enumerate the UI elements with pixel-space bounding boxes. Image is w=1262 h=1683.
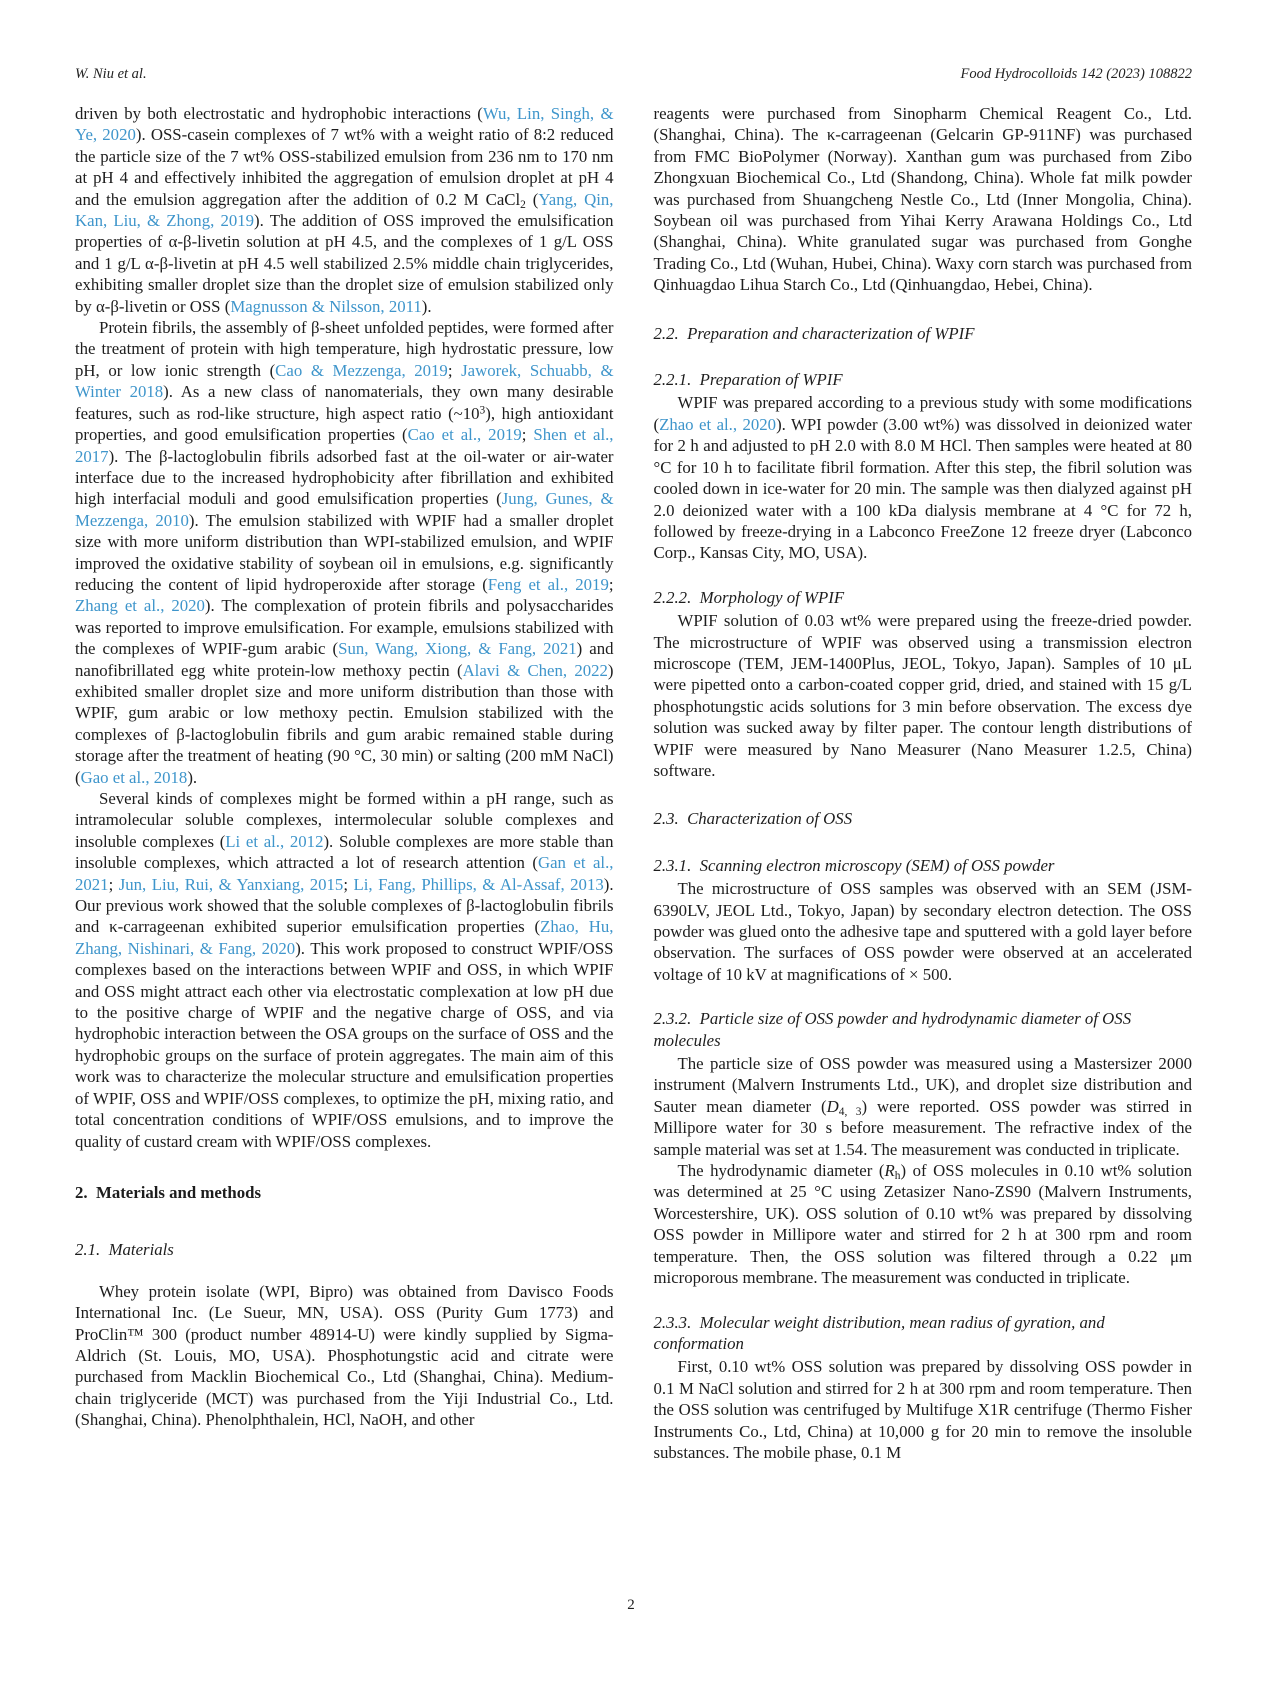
citation-link[interactable]: Feng et al., 2019 <box>487 574 609 594</box>
running-head <box>75 66 1192 83</box>
paragraph-particle-size <box>654 1053 1193 1160</box>
text-segment: driven by both electrostatic and hydrophobic interactions ( <box>75 104 483 123</box>
subsubsection-heading-sem-oss: 2.3.1. Scanning electron microscopy (SEM) of OSS powder <box>653 855 1055 875</box>
citation-link[interactable]: Li, Fang, Phillips, & Al-Assaf, 2013 <box>353 874 604 894</box>
text-segment: ). This work proposed to construct WPIF/OSS complexes based on the interactions between WPIF and OSS, in which WPIF and OSS might attract each other via electrostatic complexation at low pH due to the positive charge of WPIF and the negative charge of OSS, and via hydrophobic interaction between the OSA groups on the surface of OSS and the hydrophobic groups on the surface of protein aggregates. The main aim of this work was to characterize the molecular structure and emulsification properties of WPIF, OSS and WPIF/OSS complexes, to optimize the pH, mixing ratio, and total concentration conditions of WPIF/OSS emulsions, and to improve the quality of custard cream with WPIF/OSS complexes. <box>75 938 614 1151</box>
text-segment: ) and nanofibrillated egg white protein-low methoxy pectin ( <box>75 639 614 680</box>
subsection-heading-preparation-characterization-wpif: 2.2. Preparation and characterization of WPIF <box>653 323 975 343</box>
paragraph-sem-oss <box>654 878 1193 985</box>
text-segment: ) of OSS molecules in 0.10 wt% solution was determined at 25 °C using Zetasizer Nano-ZS90 (Malvern Instruments, Worcestershire, UK). OSS solution of 0.10 wt% was prepared by dissolving OSS powder in Millipore water and stirred for 2 h at 300 rpm and room temperature. Then, the OSS solution was filtered through a 0.22 μm microporous membrane. The measurement was conducted in triplicate. <box>653 1161 1192 1288</box>
text-segment: ). Soluble complexes are more stable than insoluble complexes, which attracted a lot of research attention ( <box>75 831 614 873</box>
paragraph-protein-fibrils <box>75 317 614 788</box>
citation-link[interactable]: Magnusson & Nilsson, 2011 <box>230 296 422 316</box>
text-segment: ; <box>343 874 354 894</box>
text-segment: ( <box>525 189 539 209</box>
subsubsection-heading-molecular-weight: 2.3.3. Molecular weight distribution, mean radius of gyration, and conformation <box>653 1312 1105 1353</box>
text-segment: ). The emulsion stabilized with WPIF had a smaller droplet size with more uniform distribution than WPI-stabilized emulsion, and WPIF improved the oxidative stability of soybean oil in emulsions, e.g. significantly reducing the content of lipid hydroperoxide after storage ( <box>75 510 614 594</box>
text-segment: First, 0.10 wt% OSS solution was prepared by dissolving OSS powder in 0.1 M NaCl solution and stirred for 2 h at 300 rpm and room temperature. Then the OSS solution was centrifuged by Multifuge X1R centrifuge (Thermo Fisher Instruments Co., Ltd, China) at 10,000 g for 20 min to remove the insoluble substances. The mobile phase, 0.1 M <box>653 1357 1192 1462</box>
citation-link[interactable]: Jun, Liu, Rui, & Yanxiang, 2015 <box>118 874 344 894</box>
text-segment: ) exhibited smaller droplet size and more uniform distribution than those with WPIF, gum arabic or low methoxy pectin. Emulsion stabilized with the complexes of β-lactoglobulin fibrils and gum arabic remained stable during storage after the treatment of heating (90 °C, 30 min) or salting (200 mM NaCl) ( <box>75 660 614 787</box>
citation-link[interactable]: Gan et al., 2021 <box>75 853 614 894</box>
citation-link[interactable]: Zhang et al., 2020 <box>75 596 205 616</box>
right-column <box>654 103 1193 1463</box>
paragraph-wpif-morphology <box>654 610 1193 781</box>
text-segment: ). OSS-casein complexes of 7 wt% with a weight ratio of 8:2 reduced the particle size of the 7 wt% OSS-stabilized emulsion from 236 nm to 170 nm at pH 4 and effectively inhibited the aggregation of emulsion droplet at pH 4 and the emulsion aggregation after the addition of 0.2 M CaCl <box>75 125 614 209</box>
citation-link[interactable]: Gao et al., 2018 <box>80 767 188 787</box>
text-segment: ). WPI powder (3.00 wt%) was dissolved in deionized water for 2 h and adjusted to pH 2.0 with 8.0 M HCl. Then samples were heated at 80 °C for 10 h to facilitate fibril formation. After this step, the fibril solution was cooled down in ice-water for 20 min. The sample was then dialyzed against pH 2.0 deionized water with a 100 kDa dialysis membrane at 4 °C for 72 h, followed by freeze-drying in a Labconco FreeZone 12 freeze dryer (Labconco Corp., Kansas City, MO, USA). <box>653 414 1192 563</box>
running-journal: Food Hydrocolloids 142 (2023) 108822 <box>960 66 1192 82</box>
text-segment: 4, 3 <box>838 1106 862 1119</box>
text-segment: Several kinds of complexes might be formed within a pH range, such as intramolecular soluble complexes, intermolecular soluble complexes and insoluble complexes ( <box>75 789 614 851</box>
text-segment: The particle size of OSS powder was measured using a Mastersizer 2000 instrument (Malvern Instruments Ltd., UK), and droplet size distribution and Sauter mean diameter ( <box>653 1054 1192 1116</box>
left-column <box>75 103 614 1463</box>
text-segment: ), high antioxidant properties, and good emulsification properties ( <box>75 403 614 445</box>
text-segment: ). The β-lactoglobulin fibrils adsorbed fast at the oil-water or air-water interface due to the increased hydrophobicity after fibrillation and exhibited high interfacial moduli and good emulsification properties ( <box>75 446 614 509</box>
page-footer <box>0 1597 1262 1614</box>
subsection-heading-materials: 2.1. Materials <box>75 1240 174 1260</box>
paragraph-intro-continuation <box>75 103 614 317</box>
subsubsection-heading-particle-size-oss: 2.3.2. Particle size of OSS powder and hydrodynamic diameter of OSS molecules <box>653 1009 1132 1050</box>
text-segment: ). The complexation of protein fibrils and polysaccharides was reported to improve emulsification. For example, emulsions stabilized with the complexes of WPIF-gum arabic ( <box>75 596 614 659</box>
text-segment: ; <box>521 425 534 445</box>
text-segment: WPIF solution of 0.03 wt% were prepared using the freeze-dried powder. The microstructure of WPIF was observed using a transmission electron microscope (TEM, JEM-1400Plus, JEOL, Tokyo, Japan). Samples of 10 μL were pipetted onto a carbon-coated copper grid, dried, and stained with 15 g/L phosphotungstic acids solutions for 3 min before observation. The excess dye solution was sucked away by filter paper. The contour length distributions of WPIF were measured by Nano Measurer (Nano Measurer 1.2.5, China) software. <box>653 611 1192 780</box>
paragraph-molecular-weight <box>654 1356 1193 1463</box>
text-segment: ; <box>108 874 119 894</box>
citation-link[interactable]: Jung, Gunes, & Mezzenga, 2010 <box>75 489 614 530</box>
running-author: W. Niu et al. <box>75 66 147 82</box>
citation-link[interactable]: Cao & Mezzenga, 2019 <box>275 360 448 380</box>
citation-link[interactable]: Wu, Lin, Singh, & Ye, 2020 <box>75 104 614 145</box>
paragraph-complexes <box>75 788 614 1152</box>
citation-link[interactable]: Cao et al., 2019 <box>407 425 522 445</box>
text-segment: 2 <box>520 198 526 211</box>
text-segment: Protein fibrils, the assembly of β-sheet unfolded peptides, were formed after the treatment of protein with high temperature, high hydrostatic pressure, low pH, or low ionic strength ( <box>75 318 614 380</box>
text-segment: ) were reported. OSS powder was stirred in Millipore water for 30 s before measurement. The refractive index of the sample material was set at 1.54. The measurement was conducted in triplicate. <box>653 1096 1193 1159</box>
text-segment: ; <box>447 360 462 380</box>
citation-link[interactable]: Shen et al., 2017 <box>75 425 614 466</box>
paragraph-wpif-preparation <box>654 392 1193 563</box>
citation-link[interactable]: Yang, Qin, Kan, Liu, & Zhong, 2019 <box>75 189 614 231</box>
text-segment: ). As a new class of nanomaterials, they own many desirable features, such as rod-like structure, high aspect ratio (~10 <box>75 382 614 423</box>
citation-link[interactable]: Jaworek, Schuabb, & Winter 2018 <box>75 360 614 402</box>
text-segment: ). The addition of OSS improved the emulsification properties of α-β-livetin solution at pH 4.5, and the complexes of 1 g/L OSS and 1 g/L α-β-livetin at pH 4.5 well stabilized 2.5% middle chain triglycerides, exhibiting smaller droplet size than the droplet size of emulsion stabilized only by α-β-livetin or OSS ( <box>75 211 614 316</box>
text-segment: D <box>826 1096 839 1116</box>
subsubsection-heading-morphology-wpif: 2.2.2. Morphology of WPIF <box>653 587 845 607</box>
text-segment: WPIF was prepared according to a previous study with some modifications ( <box>653 393 1192 434</box>
paragraph-hydrodynamic-diameter <box>654 1160 1193 1288</box>
citation-link[interactable]: Zhao, Hu, Zhang, Nishinari, & Fang, 2020 <box>75 917 614 958</box>
text-segment: ). <box>187 767 198 787</box>
text-segment: reagents were purchased from Sinopharm Chemical Reagent Co., Ltd. (Shanghai, China). The κ-carrageenan (Gelcarin GP-911NF) was purchased from FMC BioPolymer (Norway). Xanthan gum was purchased from Zibo Zhongxuan Biochemical Co., Ltd (Shandong, China). Whole fat milk powder was purchased from Shuangcheng Nestle Co., Ltd (Inner Mongolia, China). Soybean oil was purchased from Yihai Kerry Arawana Holdings Co., Ltd (Shanghai, China). White granulated sugar was purchased from Gonghe Trading Co., Ltd (Wuhan, Hubei, China). Waxy corn starch was purchased from Qinhuagdao Lihua Starch Co., Ltd (Qinhuangdao, Hebei, China). <box>653 104 1192 295</box>
page-number: 2 <box>627 1597 635 1613</box>
text-segment: R <box>884 1161 895 1181</box>
text-segment: ). <box>421 296 432 316</box>
text-segment: h <box>894 1170 901 1183</box>
subsection-heading-characterization-oss: 2.3. Characterization of OSS <box>653 809 853 829</box>
text-segment: Whey protein isolate (WPI, Bipro) was obtained from Davisco Foods International Inc. (Le Sueur, MN, USA). OSS (Purity Gum 1773) and ProClin™ 300 (product number 48914-U) were kindly supplied by Sigma-Aldrich (St. Louis, MO, USA). Phosphotungstic acid and citrate were purchased from Macklin Biochemical Co., Ltd (Shanghai, China). Medium-chain triglyceride (MCT) was purchased from the Yiji Industrial Co., Ltd. (Shanghai, China). Phenolphthalein, HCl, NaOH, and other <box>75 1281 614 1430</box>
paragraph-reagents <box>654 103 1193 296</box>
text-segment: The microstructure of OSS samples was observed with an SEM (JSM-6390LV, JEOL Ltd., Tokyo, Japan) by secondary electron detection. The OSS powder was glued onto the adhesive tape and sputtered with a gold layer before observation. The surfaces of OSS powder were observed at an accelerated voltage of 10 kV at magnifications of × 500. <box>653 879 1192 984</box>
text-segment: The hydrodynamic diameter ( <box>677 1161 885 1181</box>
citation-link[interactable]: Alavi & Chen, 2022 <box>462 660 608 680</box>
text-segment: ). Our previous work showed that the soluble complexes of β-lactoglobulin fibrils and κ-carrageenan exhibited superior emulsification properties ( <box>75 874 614 937</box>
citation-link[interactable]: Li et al., 2012 <box>225 831 324 851</box>
section-heading-materials-and-methods: 2. Materials and methods <box>75 1182 261 1202</box>
text-segment: 3 <box>479 403 486 416</box>
text-segment: ; <box>608 574 614 594</box>
two-column-body <box>75 103 1192 1463</box>
paragraph-materials <box>75 1281 614 1431</box>
citation-link[interactable]: Sun, Wang, Xiong, & Fang, 2021 <box>338 639 577 659</box>
citation-link[interactable]: Zhao et al., 2020 <box>659 414 777 434</box>
subsubsection-heading-preparation-wpif: 2.2.1. Preparation of WPIF <box>653 370 843 390</box>
